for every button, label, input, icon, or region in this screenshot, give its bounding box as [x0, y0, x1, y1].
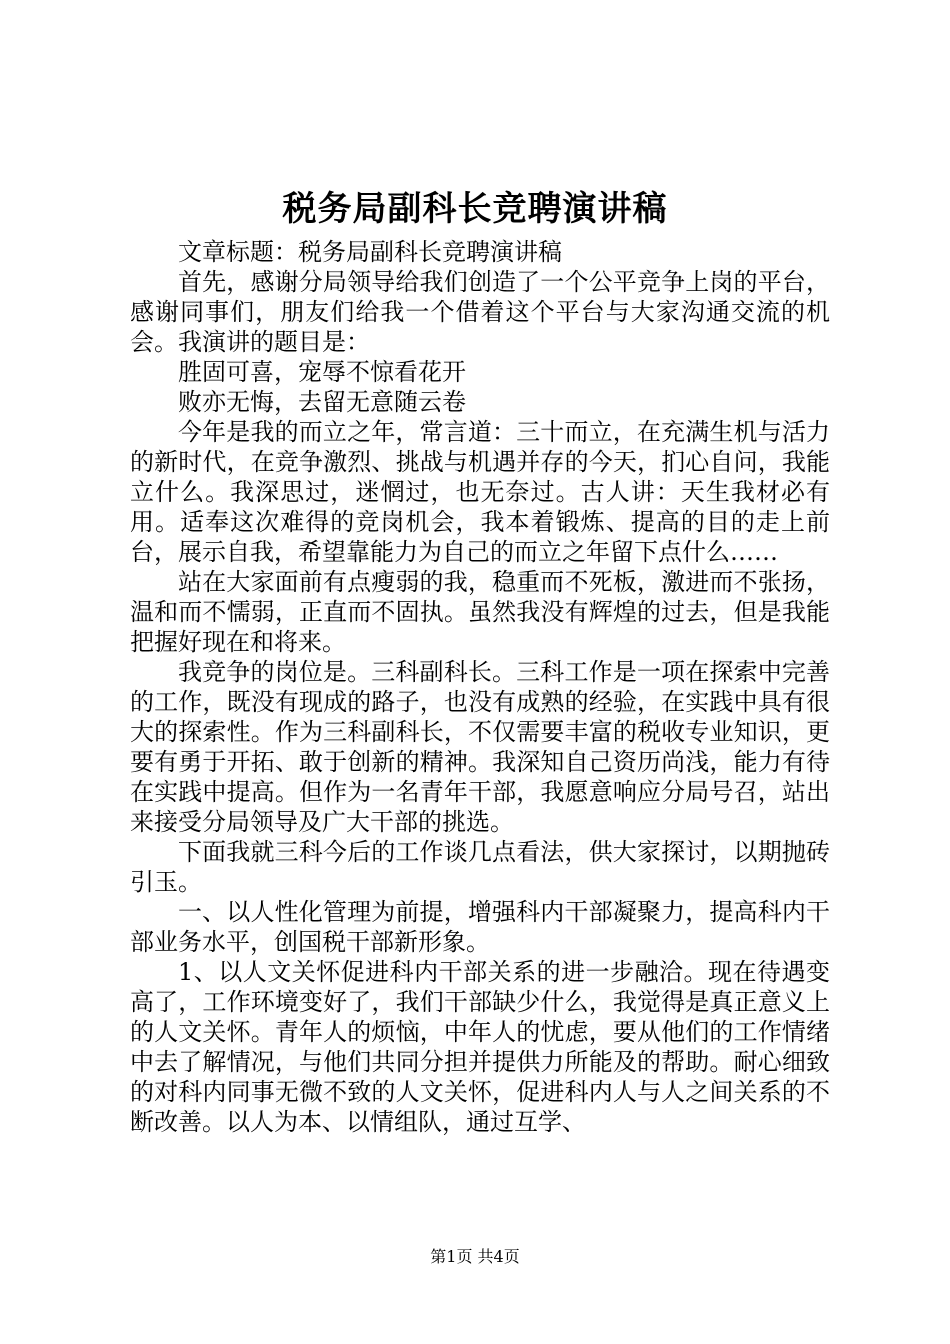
paragraph-verse: 胜固可喜，宠辱不惊看花开	[178, 358, 466, 386]
paragraph-verse: 败亦无悔，去留无意随云卷	[178, 388, 466, 416]
paragraph: 首先，感谢分局领导给我们创造了一个公平竞争上岗的平台，感谢同事们，朋友们给我一个借着这个平台与大家沟通交流的机会。我演讲的题目是：	[130, 268, 830, 356]
paragraph-article-title: 文章标题：税务局副科长竞聘演讲稿	[178, 238, 562, 266]
paragraph: 下面我就三科今后的工作谈几点看法，供大家探讨，以期抛砖引玉。	[130, 838, 830, 896]
paragraph: 今年是我的而立之年，常言道：三十而立，在充满生机与活力的新时代，在竞争激烈、挑战与机遇并存的今天，扪心自问，我能立什么。我深思过，迷惘过，也无奈过。古人讲：天生我材必有用。适奉这次难得的竞岗机会，我本着锻炼、提高的目的走上前台，展示自我，希望靠能力为自己的而立之年留下点什么……	[130, 418, 830, 566]
paragraph: 站在大家面前有点瘦弱的我，稳重而不死板，激进而不张扬，温和而不懦弱，正直而不固执。虽然我没有辉煌的过去，但是我能把握好现在和将来。	[130, 568, 830, 656]
page-footer: 第1页 共4页	[430, 1247, 520, 1266]
document-title: 税务局副科长竞聘演讲稿	[282, 189, 668, 229]
document-body	[130, 237, 830, 1137]
paragraph: 我竞争的岗位是。三科副科长。三科工作是一项在探索中完善的工作，既没有现成的路子，也没有成熟的经验，在实践中具有很大的探索性。作为三科副科长，不仅需要丰富的税收专业知识，更要有勇于开拓、敢于创新的精神。我深知自己资历尚浅，能力有待在实践中提高。但作为一名青年干部，我愿意响应分局号召，站出来接受分局领导及广大干部的挑选。	[130, 658, 830, 836]
paragraph-section-heading: 一、以人性化管理为前提，增强科内干部凝聚力，提高科内干部业务水平，创国税干部新形象。	[130, 898, 830, 956]
paragraph: 1、以人文关怀促进科内干部关系的进一步融洽。现在待遇变高了，工作环境变好了，我们干部缺少什么，我觉得是真正意义上的人文关怀。青年人的烦恼，中年人的忧虑，要从他们的工作情绪中去了解情况，与他们共同分担并提供力所能及的帮助。耐心细致的对科内同事无微不致的人文关怀，促进科内人与人之间关系的不断改善。以人为本、以情组队，通过互学、	[130, 958, 830, 1136]
